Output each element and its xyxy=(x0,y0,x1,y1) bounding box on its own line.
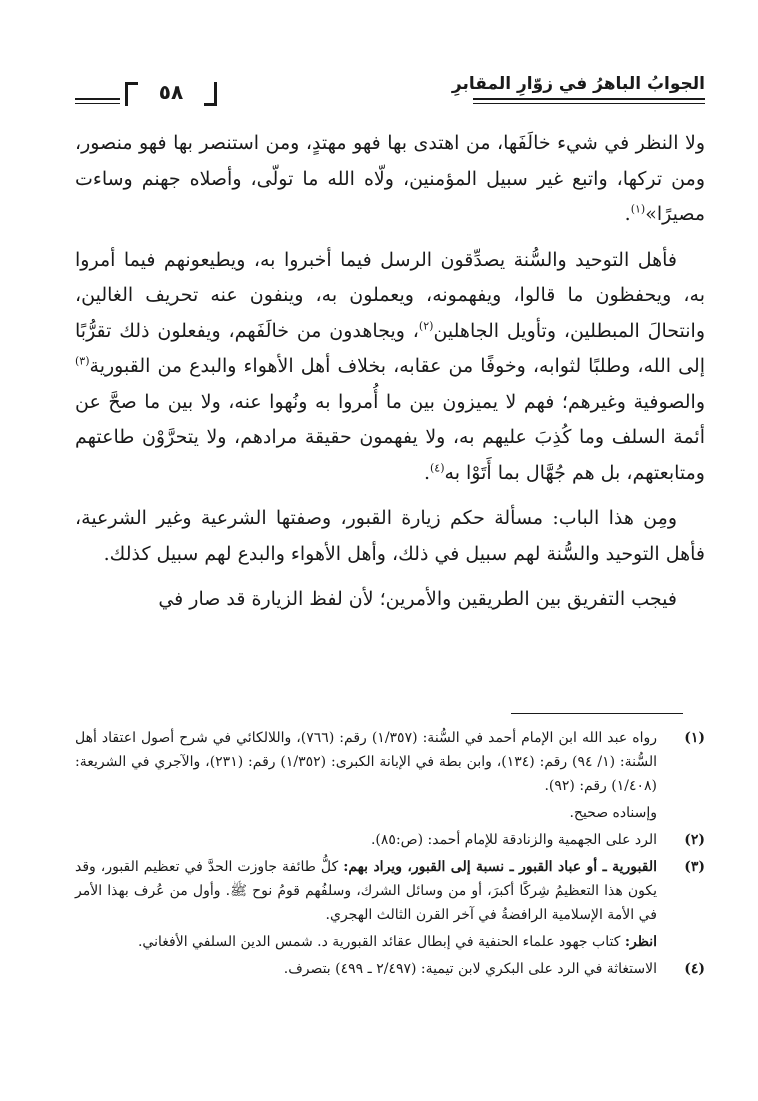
footnote-ref: (١) xyxy=(630,202,646,216)
footnote-number: (٣) xyxy=(684,859,705,875)
footnote-text: كلُّ طائفة جاوزت الحدَّ في تعظيم القبور، وقد يكون هذا التعظيمُ شِركًا أكبرَ، أو من وسائل الشرك، وسلفُهم قومُ نوح ﷺ. وأول من عُرف بهذا الأمر في الأمة الإسلامية الرافضةُ في آخر القرن الثالث الهجري. xyxy=(75,859,657,923)
footnote-ref: (٣) xyxy=(75,354,90,368)
paragraph-text: ولا النظر في شيء خالَفَها، من اهتدى بها فهو مهتدٍ، ومن استنصر بها فهو منصور، ومن تركها، واتبع غير سبيل المؤمنين، ولّاه الله ما تولّى، وأصلاه جهنم وساءت مصيرًا» xyxy=(75,132,705,225)
footnote xyxy=(75,726,705,798)
paragraph xyxy=(75,243,705,492)
footnote-text: رواه عبد الله ابن الإمام أحمد في السُّنة: (١/٣٥٧) رقم: (٧٦٦)، واللالكائي في شرح أصول اعتقاد أهل السُّنة: (١/ ٩٤) رقم: (١٣٤)، وابن بطة في الإبانة الكبرى: (١/٣٥٢) رقم: (٢٣١)، والآجري في الشريعة: (١/٤٠٨) رقم: (٩٢). xyxy=(75,730,658,794)
footnote-text: كتاب جهود علماء الحنفية في إبطال عقائد القبورية د. شمس الدين السلفي الأفغاني. xyxy=(137,934,625,950)
footnote-number: (٢) xyxy=(684,832,705,848)
footnote-term: القبورية ـ أو عباد القبور ـ نسبة إلى القبور، ويراد بهم: xyxy=(343,859,657,875)
body-text xyxy=(75,126,705,628)
footnote xyxy=(75,855,705,927)
paragraph xyxy=(75,126,705,233)
paragraph-text: . xyxy=(624,203,631,225)
running-title: الجوابُ الباهرُ في زوّارِ المقابرِ xyxy=(451,74,705,94)
paragraph: ومِن هذا الباب: مسألة حكم زيارة القبور، وصفتها الشرعية وغير الشرعية، فأهل التوحيد والسُّنة لهم سبيل في ذلك، وأهل الأهواء والبدع لهم سبيل كذلك. xyxy=(75,507,705,565)
footnote-text: الرد على الجهمية والزنادقة للإمام أحمد: (ص:٨٥). xyxy=(370,832,657,848)
paragraph: فيجب التفريق بين الطريقين والأمرين؛ لأن لفظ الزيارة قد صار في xyxy=(158,588,677,610)
see-label: انظر: xyxy=(624,934,657,950)
paragraph-text: والصوفية وغيرهم؛ فهم لا يميزون بين ما أُمروا به ونُهوا عنه، ولا بين ما صحَّ عن أئمة السلف وما كُذِبَ عليهم به، ولا يفهمون حقيقة مرادهم، ولا يتحرَّوْن طاعتهم ومتابعتهم، بل هم جُهَّال بما أَتَوْا به xyxy=(75,390,705,484)
footnote-separator xyxy=(511,713,683,714)
footnote-ref: (٤) xyxy=(430,461,445,475)
footnote xyxy=(75,957,705,981)
page-header xyxy=(75,72,705,112)
header-rule xyxy=(473,103,705,104)
footnotes xyxy=(75,726,705,984)
header-rule xyxy=(75,103,120,104)
footnote-continuation: وإسناده صحيح. xyxy=(569,805,657,821)
page-number: ٥٨ xyxy=(158,80,184,104)
footnote-text: الاستغاثة في الرد على البكري لابن تيمية: (٢/٤٩٧ ـ ٤٩٩) بتصرف. xyxy=(283,961,657,977)
paragraph-text: . xyxy=(423,461,430,484)
footnote-number: (١) xyxy=(684,730,705,746)
paragraph-text: فأهل التوحيد والسُّنة يصدِّقون الرسل فيما أخبروا به، ويطيعونهم فيما أمروا به، ويحفظون ما قالوا، ويفهمونه، ويعملون به، وينفون عنه تحريف الغالين، وانتحالَ المبطلين، وتأويل الجاهلين xyxy=(75,248,705,342)
header-rule xyxy=(473,98,705,100)
footnote-ref: (٢) xyxy=(418,319,434,333)
footnote xyxy=(75,828,705,852)
page-number-frame xyxy=(125,82,217,106)
paragraph-text: ، ويجاهدون من خالَفَهم، ويفعلون ذلك تقرُّبًا إلى الله، وطلبًا لثوابه، وخوفًا من عقابه، بخلاف أهل الأهواء والبدع من القبورية xyxy=(75,319,705,377)
footnote-continuation xyxy=(75,930,705,954)
footnote-number: (٤) xyxy=(684,961,705,977)
header-rule xyxy=(75,98,120,100)
